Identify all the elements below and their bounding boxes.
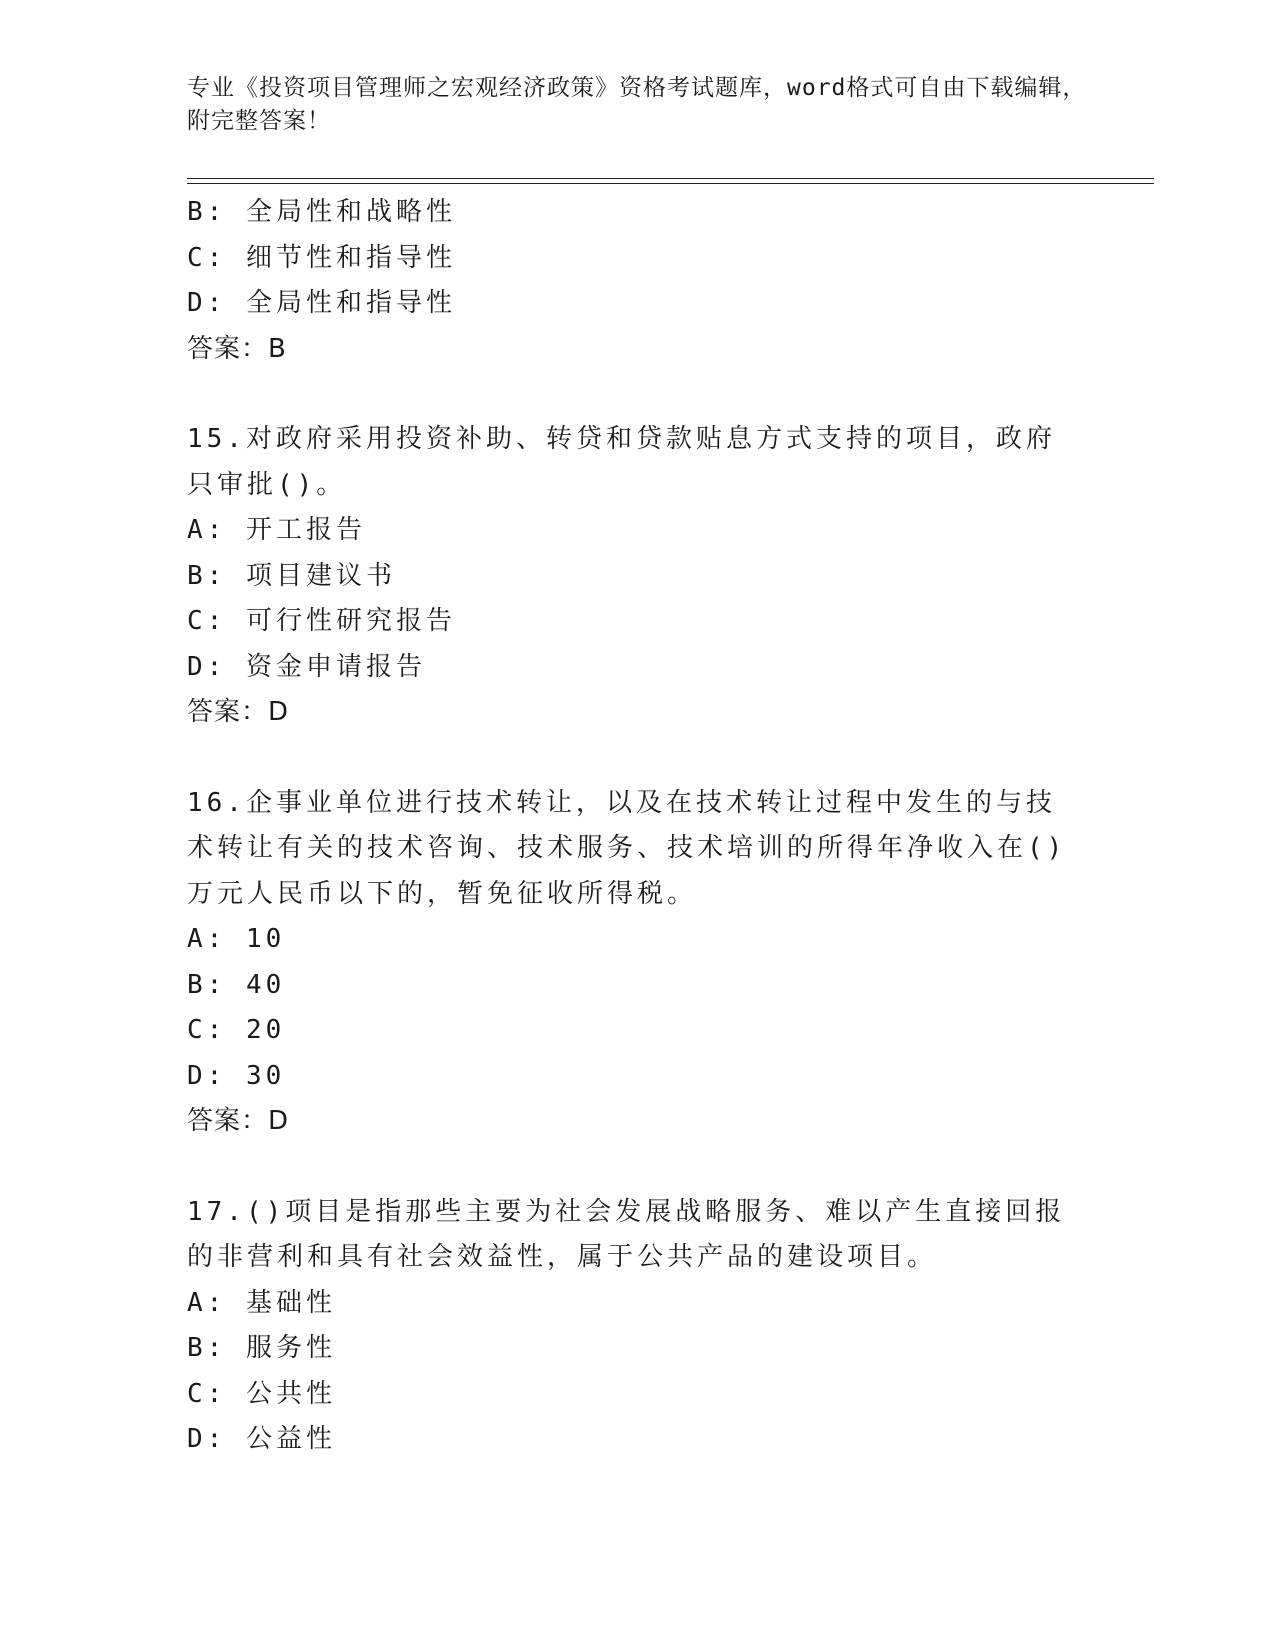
question-15 <box>187 417 1087 736</box>
option-d: D: 公益性 <box>187 1424 336 1454</box>
option-b: B: 40 <box>187 969 286 1000</box>
question-16 <box>187 781 1087 1145</box>
question-list <box>187 190 1087 1463</box>
option-c: C: 20 <box>187 1015 286 1045</box>
option-d: D: 全局性和指导性 <box>187 288 456 318</box>
answer-line: 答案：B <box>187 333 287 364</box>
option-d: D: 30 <box>187 1060 286 1091</box>
answer-line: 答案：D <box>187 1106 290 1136</box>
question-text: 16.企事业单位进行技术转让，以及在技术转让过程中发生的与技术转让有关的技术咨询、技术服务、技术培训的所得年净收入在()万元人民币以下的，暂免征收所得税。 <box>187 787 1067 909</box>
option-b: B: 服务性 <box>187 1333 336 1363</box>
option-b: B: 全局性和战略性 <box>187 197 456 227</box>
option-c: C: 可行性研究报告 <box>187 606 456 636</box>
header-rule-bottom <box>187 183 1154 184</box>
header-rule-top <box>187 178 1154 179</box>
question-text: 15.对政府采用投资补助、转贷和贷款贴息方式支持的项目，政府只审批()。 <box>187 424 1056 500</box>
option-a: A: 基础性 <box>187 1287 336 1318</box>
option-a: A: 10 <box>187 924 286 954</box>
option-d: D: 资金申请报告 <box>187 651 426 682</box>
option-c: C: 细节性和指导性 <box>187 242 456 273</box>
answer-line: 答案：D <box>187 697 290 727</box>
question-fragment <box>187 190 1087 372</box>
document-header: 专业《投资项目管理师之宏观经济政策》资格考试题库，word格式可自由下载编辑，附完整答案！ <box>187 75 1087 134</box>
option-b: B: 项目建议书 <box>187 560 396 591</box>
option-c: C: 公共性 <box>187 1378 336 1409</box>
question-text: 17.()项目是指那些主要为社会发展战略服务、难以产生直接回报的非营利和具有社会效益性，属于公共产品的建设项目。 <box>187 1196 1066 1272</box>
option-a: A: 开工报告 <box>187 515 366 545</box>
question-17 <box>187 1190 1087 1463</box>
